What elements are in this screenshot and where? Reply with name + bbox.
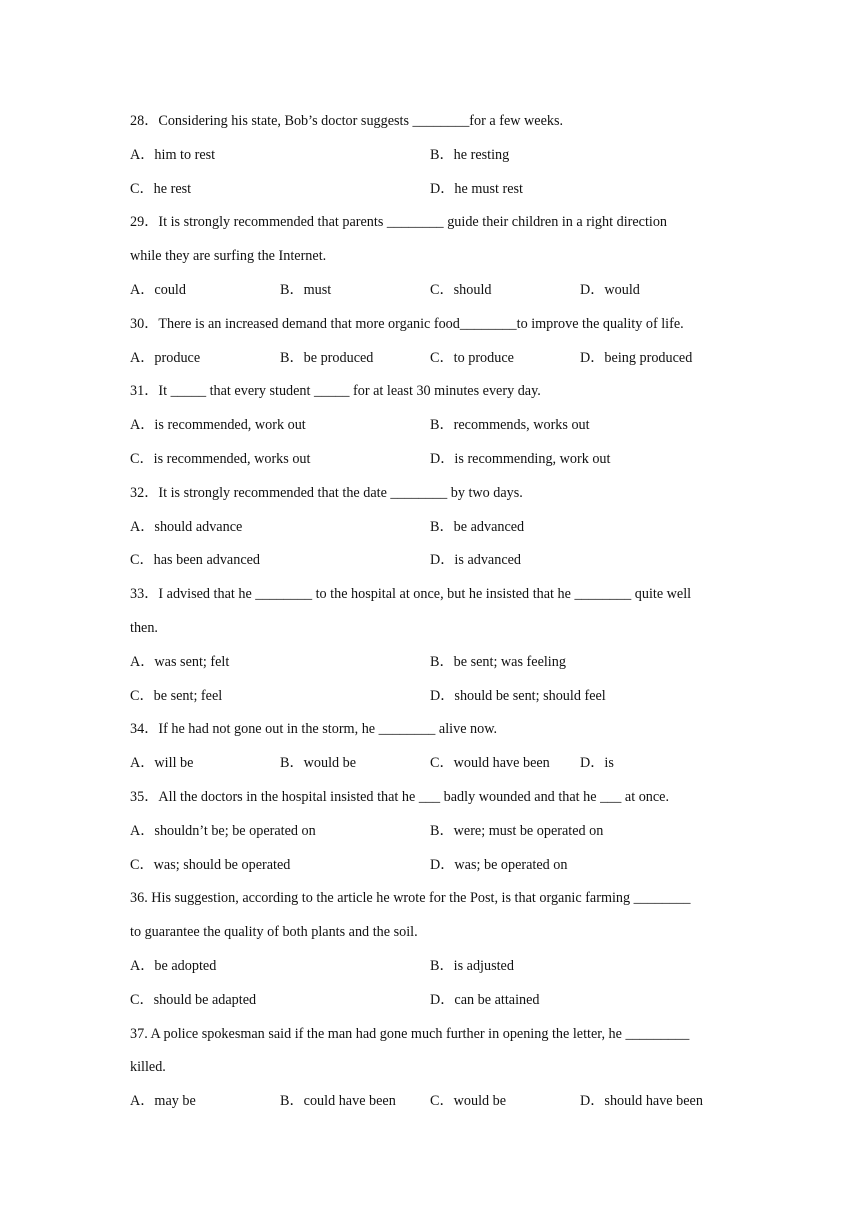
answer-option: A．him to rest: [130, 146, 216, 163]
answer-option: C．was; should be operated: [130, 856, 291, 873]
answer-option: A．is recommended, work out: [130, 417, 306, 434]
answer-option: B．could have been: [280, 1093, 396, 1110]
answer-option: C．would have been: [430, 755, 550, 772]
answer-option: B．he resting: [430, 146, 510, 163]
options-row: [130, 544, 735, 578]
options-row: [130, 173, 735, 207]
answer-option: C．to produce: [430, 349, 514, 366]
answer-option: D．was; be operated on: [430, 856, 568, 873]
question-stem-line: 36. His suggestion, according to the article he wrote for the Post, is that organic farming ________: [130, 890, 691, 907]
options-row: [130, 950, 735, 984]
answer-option: A．be adopted: [130, 957, 217, 974]
answer-option: C．would be: [430, 1093, 507, 1110]
question-block: [130, 206, 735, 307]
answer-option: D．should be sent; should feel: [430, 687, 606, 704]
question-stem-line: 37. A police spokesman said if the man had gone much further in opening the letter, he _________: [130, 1025, 690, 1042]
question-block: [130, 308, 735, 376]
question-stem-line: 34．If he had not gone out in the storm, he ________ alive now.: [130, 721, 498, 738]
options-row: [130, 849, 735, 883]
question-stem-line: 32．It is strongly recommended that the date ________ by two days.: [130, 484, 523, 501]
answer-option: A．was sent; felt: [130, 653, 230, 670]
question-block: [130, 105, 735, 206]
answer-option: B．be advanced: [430, 518, 525, 535]
answer-option: A．will be: [130, 755, 194, 772]
question-stem-line: while they are surfing the Internet.: [130, 248, 327, 265]
answer-option: A．could: [130, 281, 186, 298]
answer-option: D．being produced: [580, 349, 693, 366]
answer-option: B．must: [280, 281, 332, 298]
question-block: [130, 1018, 735, 1119]
question-stem-line: 33．I advised that he ________ to the hospital at once, but he insisted that he ________ quite well: [130, 586, 692, 603]
answer-option: A．produce: [130, 349, 201, 366]
question-block: [130, 713, 735, 781]
answer-option: D．is recommending, work out: [430, 450, 611, 467]
answer-option: B．is adjusted: [430, 957, 514, 974]
options-row: [130, 646, 735, 680]
options-row: [130, 139, 735, 173]
options-row: [130, 680, 735, 714]
answer-option: D．can be attained: [430, 991, 540, 1008]
question-block: [130, 882, 735, 1017]
question-stem-line: then.: [130, 619, 158, 636]
answer-option: C．be sent; feel: [130, 687, 223, 704]
answer-option: D．he must rest: [430, 180, 523, 197]
answer-option: B．were; must be operated on: [430, 822, 604, 839]
answer-option: D．is advanced: [430, 552, 522, 569]
answer-option: B．be produced: [280, 349, 374, 366]
answer-option: C．he rest: [130, 180, 192, 197]
answer-option: A．shouldn’t be; be operated on: [130, 822, 316, 839]
answer-option: A．should advance: [130, 518, 243, 535]
options-row: [130, 1085, 735, 1119]
question-stem-line: 35．All the doctors in the hospital insisted that he ___ badly wounded and that he ___ at once.: [130, 788, 670, 805]
options-row: [130, 815, 735, 849]
question-block: [130, 781, 735, 882]
answer-option: B．would be: [280, 755, 357, 772]
question-stem-line: killed.: [130, 1059, 166, 1076]
question-stem-line: 29．It is strongly recommended that parents ________ guide their children in a right direction: [130, 214, 668, 231]
options-row: [130, 409, 735, 443]
options-row: [130, 342, 735, 376]
answer-option: D．should have been: [580, 1093, 703, 1110]
question-stem-line: to guarantee the quality of both plants and the soil.: [130, 924, 418, 941]
question-block: [130, 375, 735, 476]
answer-option: D．is: [580, 755, 614, 772]
options-row: [130, 274, 735, 308]
answer-option: A．may be: [130, 1093, 196, 1110]
answer-option: C．should be adapted: [130, 991, 257, 1008]
question-block: [130, 578, 735, 713]
question-block: [130, 477, 735, 578]
answer-option: C．should: [430, 281, 492, 298]
answer-option: B．recommends, works out: [430, 417, 590, 434]
question-stem-line: 30．There is an increased demand that more organic food________to improve the quality of life.: [130, 315, 684, 332]
question-list: [130, 105, 735, 1119]
question-stem-line: 31．It _____ that every student _____ for at least 30 minutes every day.: [130, 383, 541, 400]
question-stem-line: 28．Considering his state, Bob’s doctor suggests ________for a few weeks.: [130, 113, 564, 129]
options-row: [130, 747, 735, 781]
options-row: [130, 984, 735, 1018]
answer-option: C．is recommended, works out: [130, 450, 311, 467]
options-row: [130, 443, 735, 477]
options-row: [130, 511, 735, 545]
answer-option: C．has been advanced: [130, 552, 261, 569]
answer-option: B．be sent; was feeling: [430, 653, 566, 670]
answer-option: D．would: [580, 281, 640, 298]
